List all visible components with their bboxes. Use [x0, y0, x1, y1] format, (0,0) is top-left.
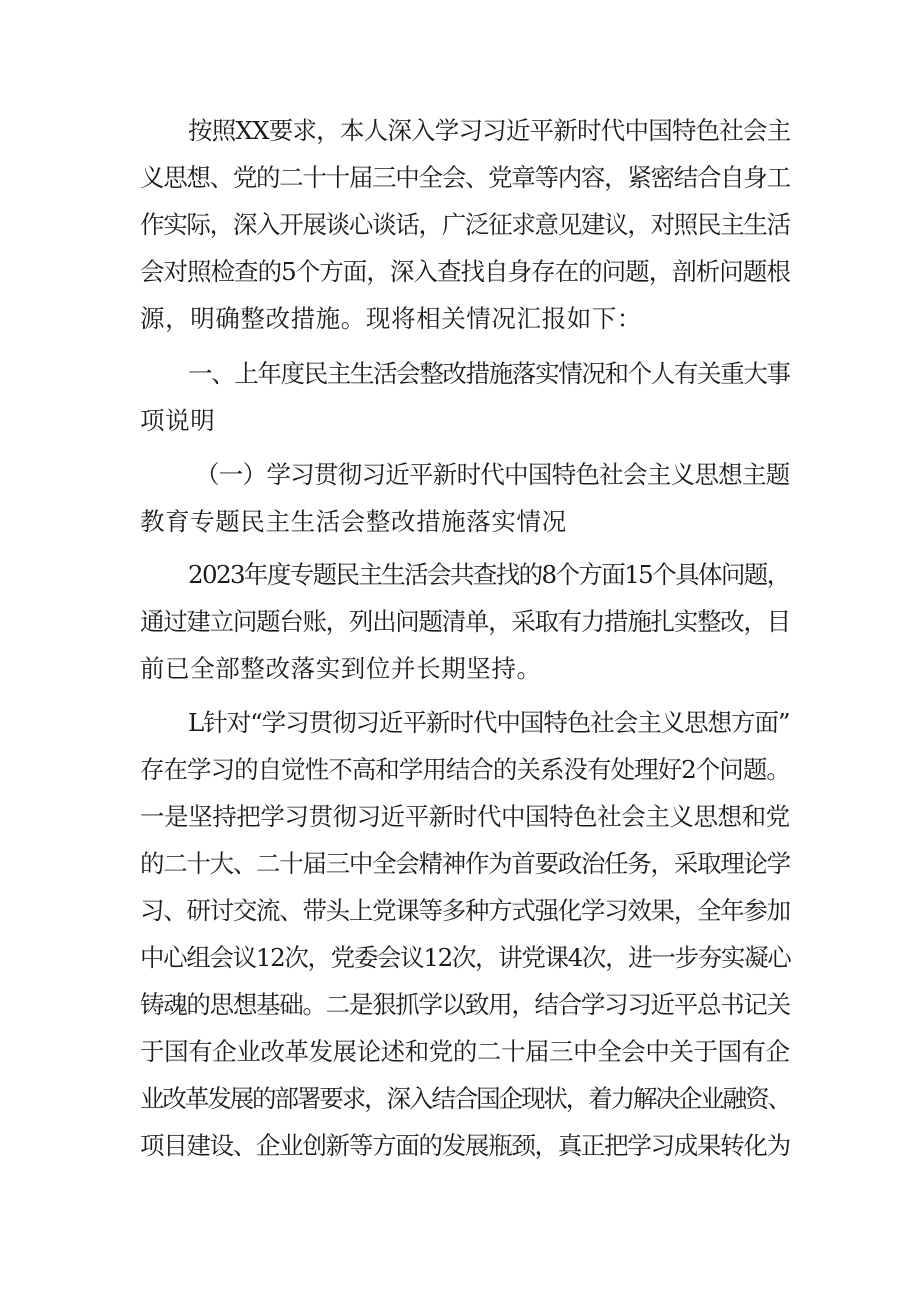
section-heading-line-2: 项说明	[140, 406, 216, 435]
paragraph-item1-line-4: 的二十大、二十届三中全会精神作为首要政治任务，采取理论学	[140, 849, 790, 878]
paragraph-intro-line-5: 源，明确整改措施。现将相关情况汇报如下：	[140, 304, 642, 333]
paragraph-intro-line-4: 会对照检查的5个方面，深入查找自身存在的问题，剖析问题根	[140, 257, 790, 286]
paragraph-2023-line-3: 前已全部整改落实到位并长期坚持。	[140, 654, 542, 683]
subsection-heading-line-1: （一）学习贯彻习近平新时代中国特色社会主义思想主题	[195, 460, 790, 489]
paragraph-intro-line-1: 按照XX要求，本人深入学习习近平新时代中国特色社会主	[188, 116, 791, 145]
paragraph-item1-line-3: 一是坚持把学习贯彻习近平新时代中国特色社会主义思想和党	[140, 802, 790, 831]
paragraph-item1-line-5: 习、研讨交流、带头上党课等多种方式强化学习效果，全年参加	[140, 896, 790, 925]
paragraph-item1-line-8: 于国有企业改革发展论述和党的二十届三中全会中关于国有企	[140, 1037, 790, 1066]
paragraph-item1-line-6: 中心组会议12次，党委会议12次，讲党课4次，进一步夯实凝心	[140, 943, 791, 972]
paragraph-item1-line-7: 铸魂的思想基础。二是狠抓学以致用，结合学习习近平总书记关	[140, 990, 790, 1019]
section-heading-line-1: 一、上年度民主生活会整改措施落实情况和个人有关重大事	[188, 359, 790, 388]
paragraph-item1-line-1: L针对“学习贯彻习近平新时代中国特色社会主义思想方面”	[188, 708, 790, 737]
subsection-heading-line-2: 教育专题民主生活会整改措施落实情况	[140, 507, 567, 536]
paragraph-item1-line-9: 业改革发展的部署要求，深入结合国企现状，着力解决企业融资、	[140, 1084, 790, 1113]
paragraph-intro-line-3: 作实际，深入开展谈心谈话，广泛征求意见建议，对照民主生活	[140, 210, 790, 239]
paragraph-2023-line-1: 2023年度专题民主生活会共查找的8个方面15个具体问题，	[188, 560, 790, 589]
paragraph-item1-line-2: 存在学习的自觉性不高和学用结合的关系没有处理好2个问题。	[140, 755, 790, 784]
paragraph-intro-line-2: 义思想、党的二十十届三中全会、党章等内容，紧密结合自身工	[140, 163, 790, 192]
paragraph-2023-line-2: 通过建立问题台账，列出问题清单，采取有力措施扎实整改，目	[140, 607, 790, 636]
paragraph-item1-line-10: 项目建设、企业创新等方面的发展瓶颈，真正把学习成果转化为	[140, 1131, 790, 1160]
